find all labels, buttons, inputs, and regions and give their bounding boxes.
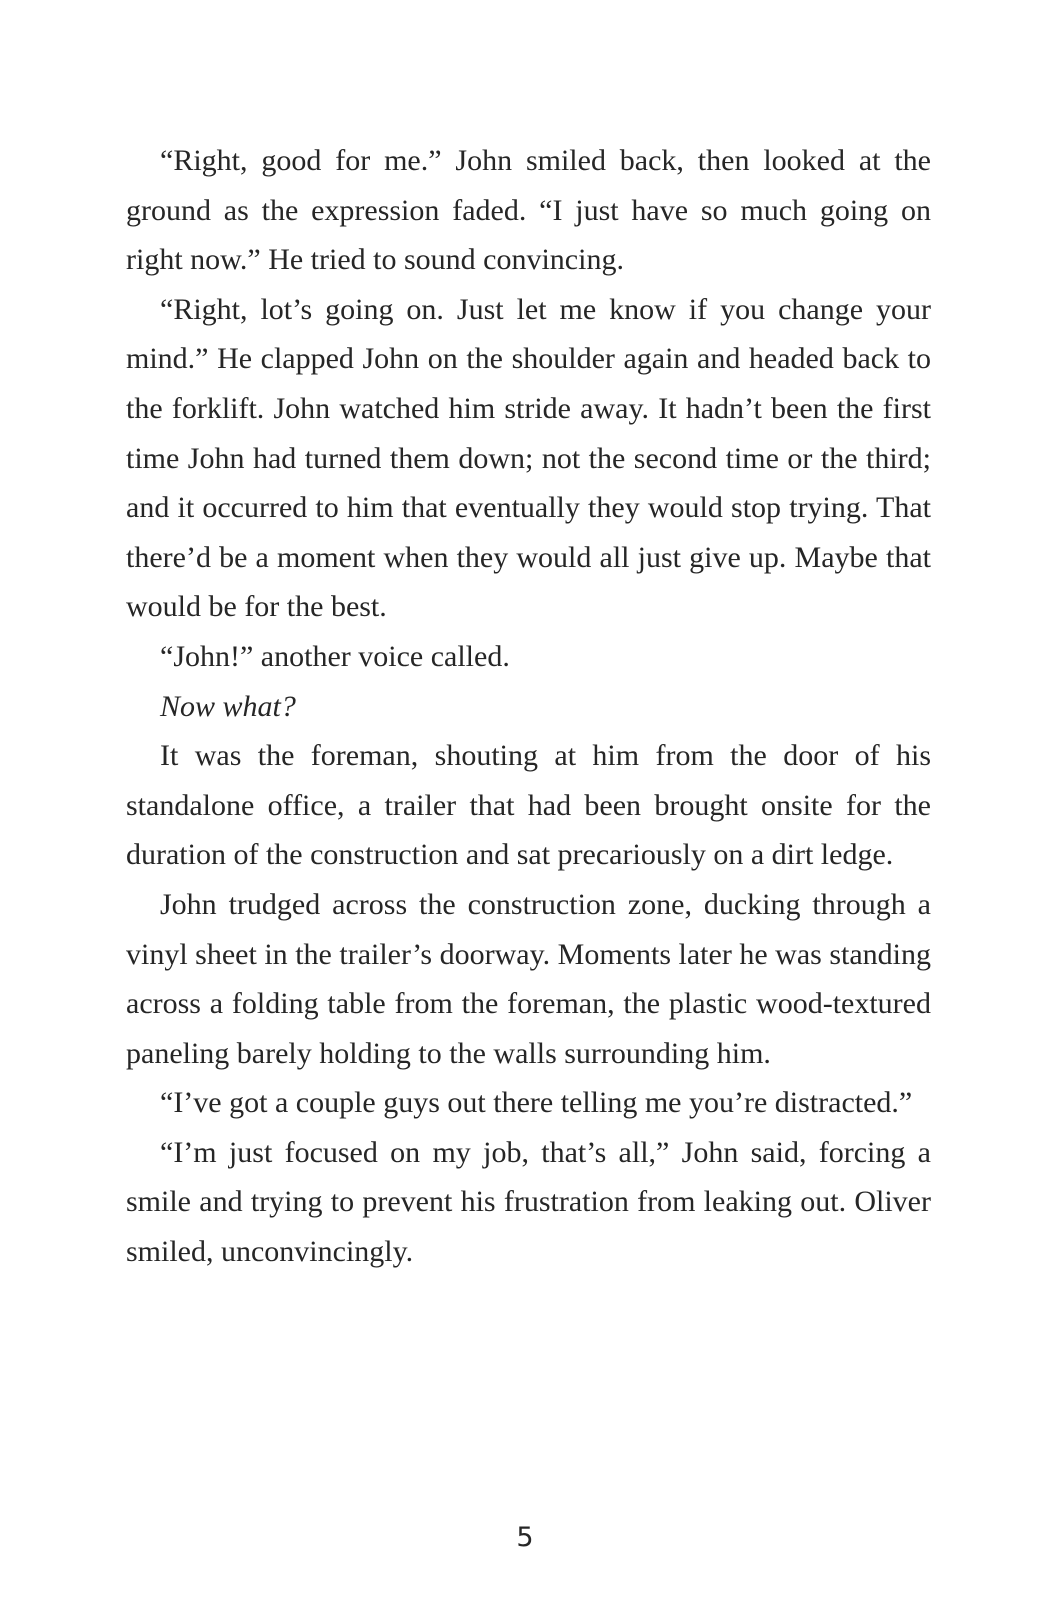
paragraph-7: “I’ve got a couple guys out there telling me you’re distracted.” [160,1086,913,1120]
paragraph-5: It was the foreman, shouting at him from the door of his standalone office, a trailer that had been brought onsite for the duration of the construction and sat precariously on a dirt ledge. [126,739,931,872]
paragraph-3: “John!” another voice called. [160,639,510,673]
page-number: 5 [516,1522,534,1553]
paragraph-1: “Right, good for me.” John smiled back, then looked at the ground as the expression faded. “I just have so much going on right now.” He tried to sound convincing. [126,144,931,277]
paragraph-4-italic-thought: Now what? [160,689,296,723]
paragraph-2: “Right, lot’s going on. Just let me know if you change your mind.” He clapped John on the shoulder again and headed back to the forklift. John watched him stride away. It hadn’t been the first time John had turned them down; not the second time or the third; and it occurred to him that eventually they would stop trying. That there’d be a moment when they would all just give up. Maybe that would be for the best. [126,292,931,624]
paragraph-8: “I’m just focused on my job, that’s all,” John said, forcing a smile and trying to prevent his frustration from leaking out. Oliver smiled, unconvincingly. [126,1135,931,1269]
paragraph-6: John trudged across the construction zone, ducking through a vinyl sheet in the trailer’s doorway. Moments later he was standing across a folding table from the foreman, the plastic wood-textured paneling barely holding to the walls surrounding him. [126,887,931,1070]
body-text [126,136,931,1277]
